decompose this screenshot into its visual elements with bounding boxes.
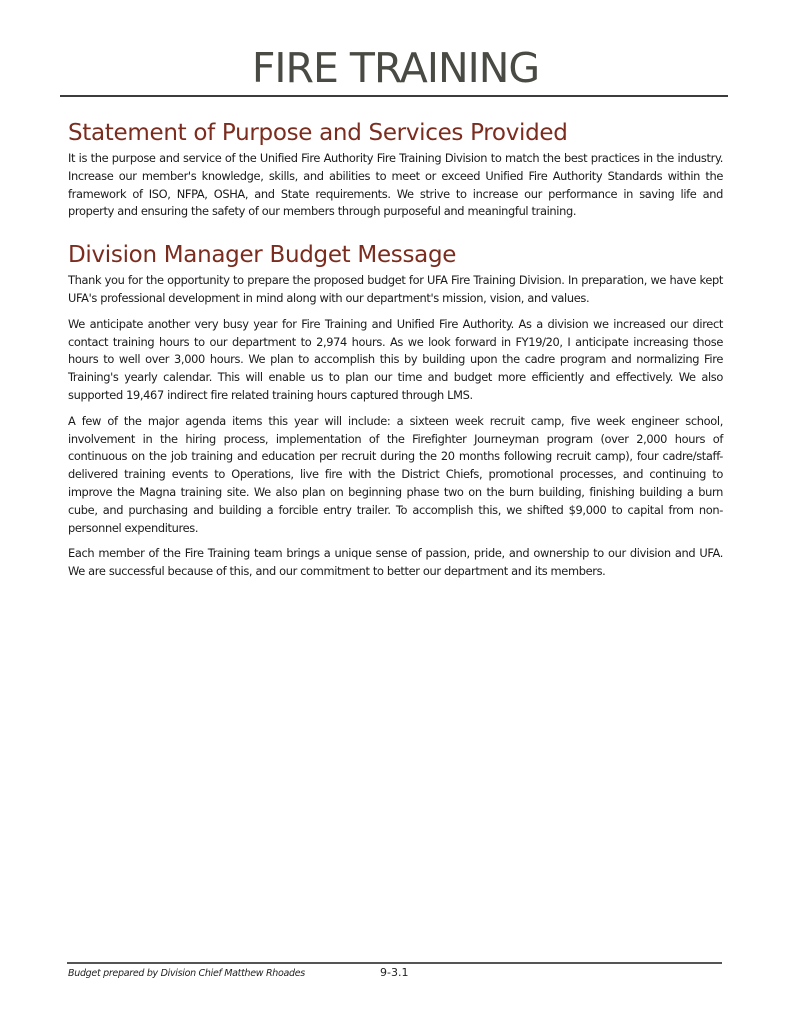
paragraph: A few of the major agenda items this year will include: a sixteen week recruit camp, five week engineer school, involvement in the hiring process, implementation of the Firefighter Journeyman program (over 2,000 hours of continuous on the job training and education per recruit during the 20 months following recruit camp), four cadre/staff-delivered training events to Operations, live fire with the District Chiefs, promotional processes, and continuing to improve the Magna training site. We also plan on beginning phase two on the burn building, finishing building a burn cube, and purchasing and building a forcible entry trailer. To accomplish this, we shifted $9,000 to capital from non-personnel expenditures. bbox=[68, 413, 723, 535]
section-heading: Division Manager Budget Message bbox=[68, 242, 457, 269]
footer-divider bbox=[67, 962, 722, 964]
paragraph: Thank you for the opportunity to prepare the proposed budget for UFA Fire Training Division. In preparation, we have kept UFA's professional development in mind along with our department's mission, vision, and values. bbox=[68, 273, 723, 305]
page-title: FIRE TRAINING bbox=[251, 44, 540, 92]
paragraph: It is the purpose and service of the Unified Fire Authority Fire Training Division to match the best practices in the industry. Increase our member's knowledge, skills, and abilities to meet or exceed Unified Fire Authority Standards within the framework of ISO, NFPA, OSHA, and State requirements. We strive to increase our performance in saving life and property and ensuring the safety of our members through purposeful and meaningful training. bbox=[68, 151, 723, 219]
page-number: 9-3.1 bbox=[380, 966, 409, 979]
section-statement-of-purpose bbox=[68, 118, 723, 221]
paragraph: We anticipate another very busy year for Fire Training and Unified Fire Authority. As a division we increased our direct contact training hours to our department to 2,974 hours. As we look forward in FY19/20, I anticipate increasing those hours to well over 3,000 hours. We plan to accomplish this by building upon the cadre program and normalizing Fire Training's yearly calendar. This will enable us to plan our time and budget more efficiently and effectively. We also supported 19,467 indirect fire related training hours captured through LMS. bbox=[68, 316, 723, 402]
document-body bbox=[68, 118, 723, 589]
title-divider bbox=[60, 95, 728, 97]
section-heading: Statement of Purpose and Services Provided bbox=[68, 120, 568, 146]
paragraph: Each member of the Fire Training team brings a unique sense of passion, pride, and ownership to our division and UFA. We are successful because of this, and our commitment to better our department and its members. bbox=[68, 546, 723, 579]
section-budget-message bbox=[68, 240, 723, 581]
footer-credit: Budget prepared by Division Chief Matthew Rhoades bbox=[68, 968, 305, 979]
page-footer bbox=[68, 966, 408, 979]
